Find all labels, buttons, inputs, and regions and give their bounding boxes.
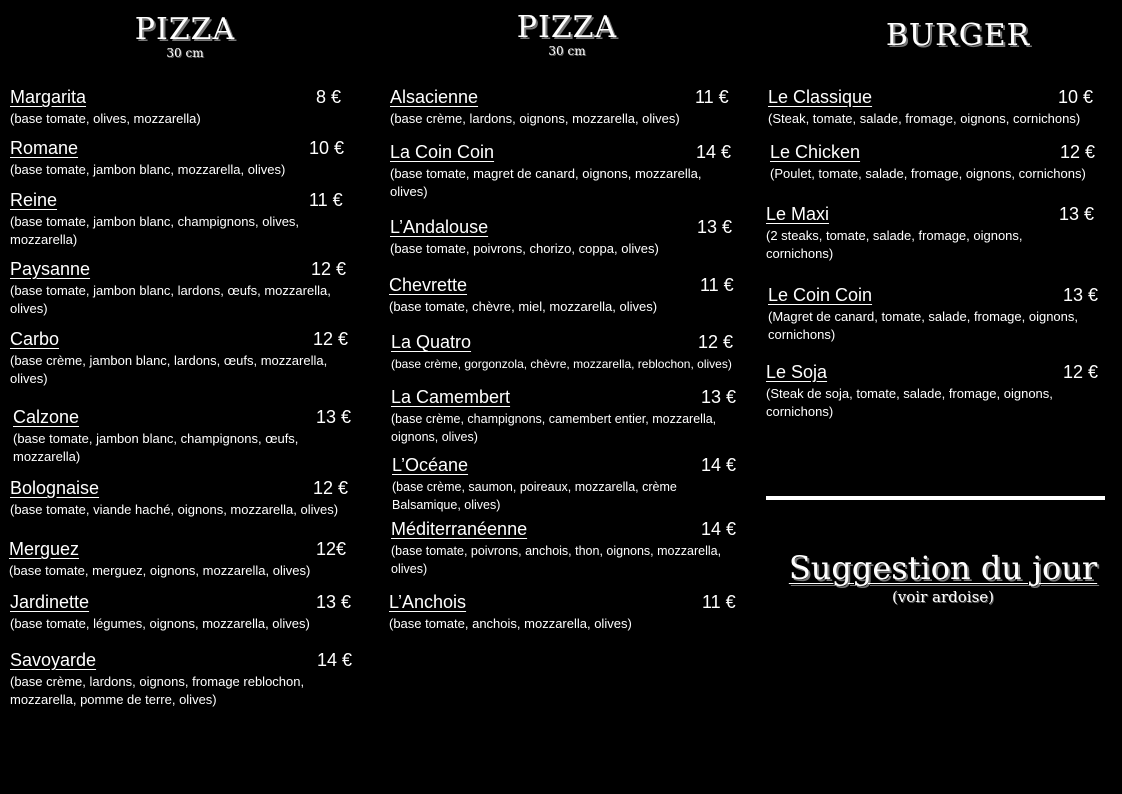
item-price: 11 € [700, 275, 734, 295]
item-name: La Camembert [391, 387, 511, 407]
item-name: Chevrette [389, 275, 468, 295]
item-description: (base crème, saumon, poireaux, mozzarella, crème Balsamique, olives) [392, 480, 677, 512]
item-description: (base tomate, jambon blanc, champignons, olives, mozzarella) [10, 214, 300, 247]
section-subtitle: 30 cm [166, 46, 204, 60]
item-description: (base tomate, poivrons, anchois, thon, oignons, mozzarella, olives) [391, 544, 722, 576]
item-name: Bolognaise [10, 478, 100, 498]
item-name: Margarita [10, 87, 87, 107]
item-name: L’Anchois [389, 592, 467, 612]
item-price: 12 € [311, 259, 347, 279]
item-name: Carbo [10, 329, 60, 349]
item-name: Méditerranéenne [391, 519, 528, 539]
item-price: 14 € [317, 650, 353, 670]
section-subtitle: 30 cm [548, 44, 586, 58]
item-name: Jardinette [10, 592, 90, 612]
item-price: 8 € [316, 87, 342, 107]
item-description: (base tomate, jambon blanc, champignons, œufs, mozzarella) [13, 431, 299, 464]
item-price: 12 € [313, 478, 349, 498]
item-description: (base crème, gorgonzola, chèvre, mozzarella, reblochon, olives) [391, 357, 732, 371]
item-description: (Magret de canard, tomate, salade, fromage, oignons, cornichons) [768, 309, 1079, 342]
item-name: Paysanne [10, 259, 91, 279]
item-price: 12€ [316, 539, 347, 559]
item-description: (base tomate, chèvre, miel, mozzarella, olives) [389, 299, 658, 314]
item-description: (Steak de soja, tomate, salade, fromage, oignons, cornichons) [766, 386, 1053, 419]
item-price: 12 € [1063, 362, 1099, 382]
item-description: (base tomate, anchois, mozzarella, olives) [389, 616, 632, 631]
item-description: (base tomate, poivrons, chorizo, coppa, olives) [390, 241, 659, 256]
suggestion-title: Suggestion du jour [788, 549, 1098, 587]
suggestion-block [770, 548, 1116, 606]
item-description: (base tomate, jambon blanc, mozzarella, olives) [10, 162, 286, 177]
item-price: 12 € [1060, 142, 1096, 162]
item-description: (base tomate, olives, mozzarella) [10, 111, 201, 126]
section-title: PIZZA [134, 12, 236, 47]
item-description: (base tomate, légumes, oignons, mozzarella, olives) [10, 616, 310, 631]
section-title: BURGER [885, 18, 1031, 53]
item-name: Merguez [9, 539, 80, 559]
pizza-heading-1 [125, 14, 245, 60]
item-price: 13 € [1063, 285, 1099, 305]
item-price: 11 € [695, 87, 729, 107]
item-description: (Steak, tomate, salade, fromage, oignons, cornichons) [768, 111, 1081, 126]
item-price: 12 € [698, 332, 734, 352]
item-name: Le Chicken [770, 142, 861, 162]
item-name: L’Océane [392, 455, 469, 475]
item-name: L’Andalouse [390, 217, 489, 237]
item-price: 13 € [316, 407, 352, 427]
section-title: PIZZA [516, 10, 618, 45]
item-description: (base crème, lardons, oignons, fromage reblochon, mozzarella, pomme de terre, olives) [10, 674, 305, 707]
item-description: (base crème, lardons, oignons, mozzarella, olives) [390, 111, 680, 126]
burger-heading [878, 20, 1038, 52]
item-description: (base crème, jambon blanc, lardons, œufs, mozzarella, olives) [10, 353, 328, 386]
item-name: Romane [10, 138, 79, 158]
item-name: Le Maxi [766, 204, 830, 224]
item-name: Savoyarde [10, 650, 97, 670]
item-description: (base tomate, viande haché, oignons, mozzarella, olives) [10, 502, 339, 517]
item-name: La Coin Coin [390, 142, 495, 162]
item-description: (base tomate, jambon blanc, lardons, œufs, mozzarella, olives) [10, 283, 331, 316]
item-name: Alsacienne [390, 87, 479, 107]
item-price: 11 € [702, 592, 736, 612]
item-price: 10 € [1058, 87, 1094, 107]
item-description: (Poulet, tomate, salade, fromage, oignons, cornichons) [770, 166, 1086, 181]
item-description: (base tomate, magret de canard, oignons, mozzarella, olives) [390, 166, 702, 199]
item-description: (base tomate, merguez, oignons, mozzarella, olives) [9, 563, 311, 578]
item-description: (2 steaks, tomate, salade, fromage, oignons, cornichons) [766, 228, 1023, 261]
item-price: 14 € [696, 142, 732, 162]
item-price: 11 € [309, 190, 343, 210]
pizza-heading-2 [507, 12, 627, 58]
item-name: La Quatro [391, 332, 472, 352]
item-price: 14 € [701, 455, 737, 475]
item-name: Le Soja [766, 362, 828, 382]
item-price: 13 € [697, 217, 733, 237]
item-price: 14 € [701, 519, 737, 539]
item-name: Reine [10, 190, 58, 210]
item-name: Le Coin Coin [768, 285, 873, 305]
item-price: 13 € [316, 592, 352, 612]
section-divider [766, 496, 1105, 500]
item-name: Le Classique [768, 87, 873, 107]
item-price: 12 € [313, 329, 349, 349]
item-price: 10 € [309, 138, 345, 158]
item-description: (base crème, champignons, camembert entier, mozzarella, oignons, olives) [391, 412, 717, 444]
item-name: Calzone [13, 407, 80, 427]
suggestion-subtitle: (voir ardoise) [891, 588, 995, 606]
item-price: 13 € [701, 387, 737, 407]
item-price: 13 € [1059, 204, 1095, 224]
